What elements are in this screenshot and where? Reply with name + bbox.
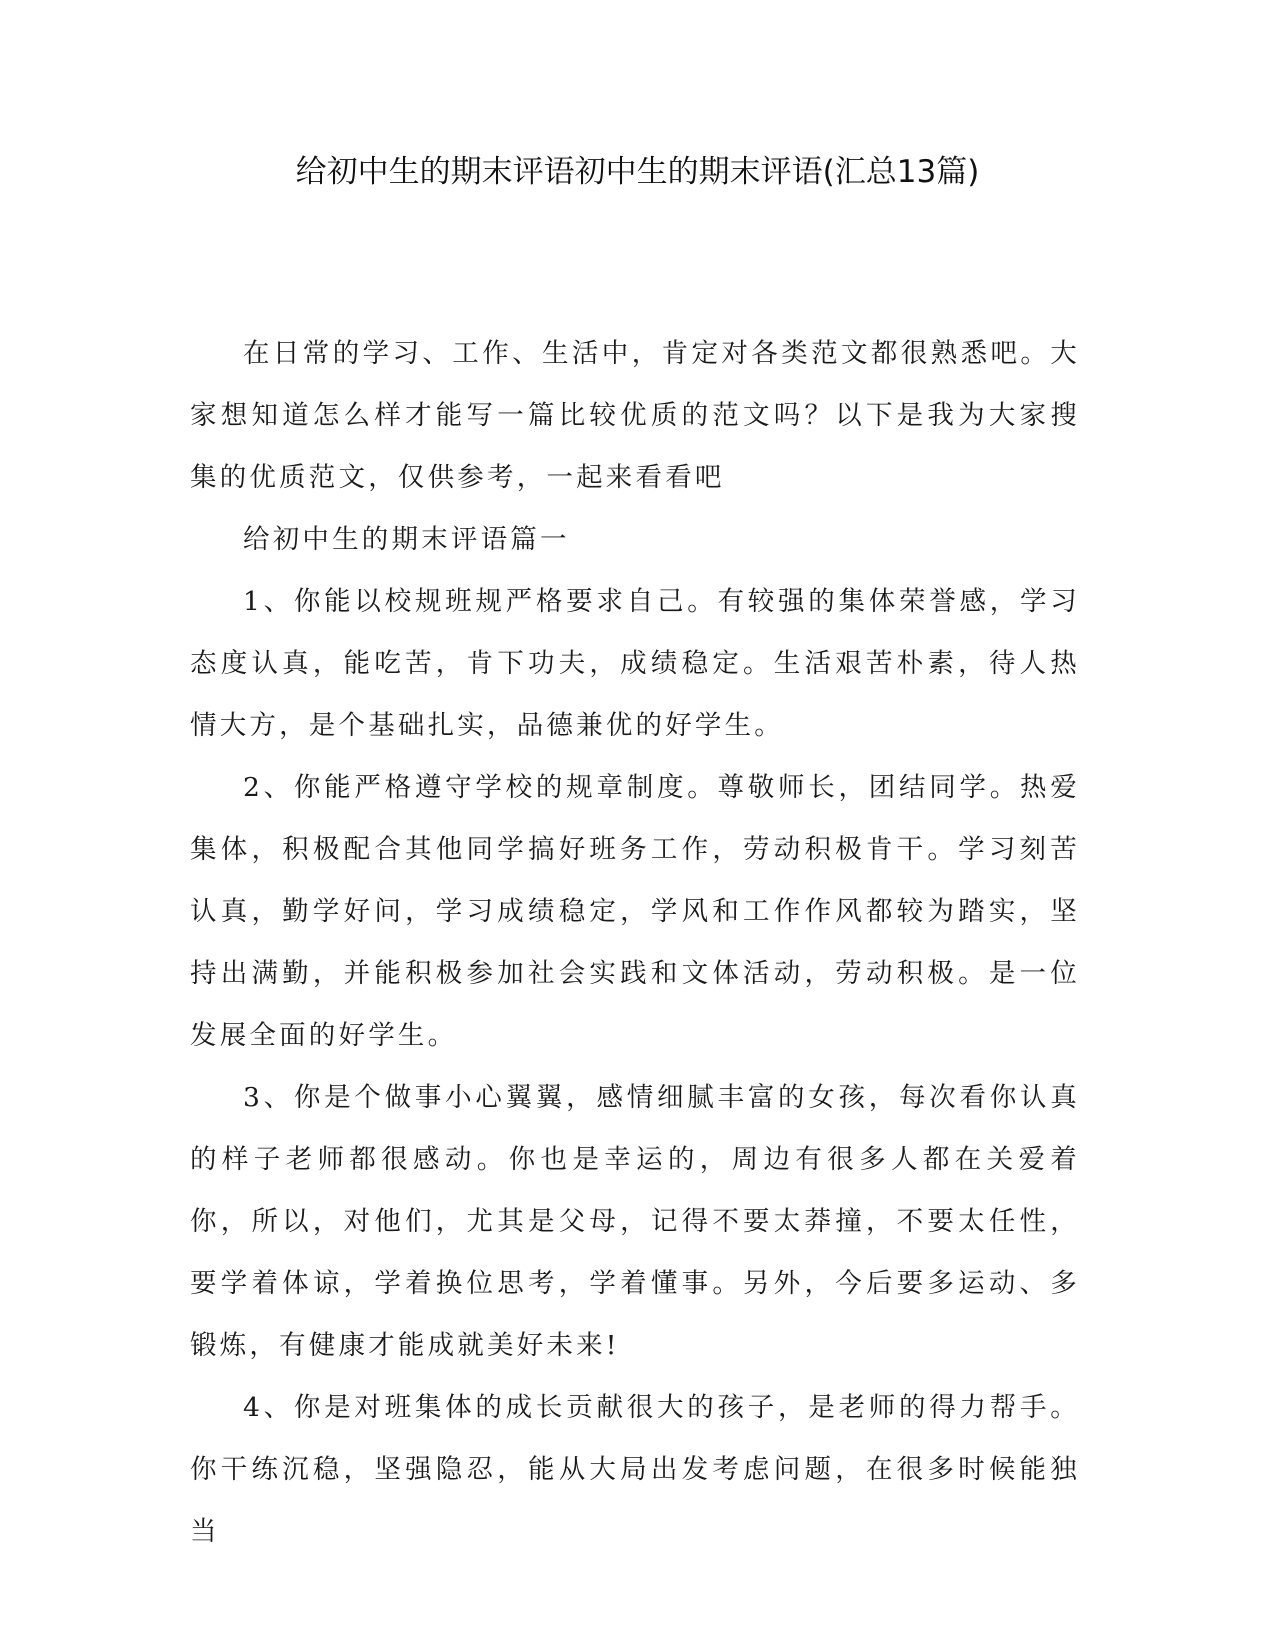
comment-paragraph-1: 1、你能以校规班规严格要求自己。有较强的集体荣誉感，学习态度认真，能吃苦，肯下功夫，成绩稳定。生活艰苦朴素，待人热情大方，是个基础扎实，品德兼优的好学生。 <box>190 586 1080 741</box>
comment-paragraph-4: 4、你是对班集体的成长贡献很大的孩子，是老师的得力帮手。你干练沉稳，坚强隐忍，能从大局出发考虑问题，在很多时候能独当 <box>190 1392 1080 1547</box>
intro-paragraph: 在日常的学习、工作、生活中，肯定对各类范文都很熟悉吧。大家想知道怎么样才能写一篇比较优质的范文吗？以下是我为大家搜集的优质范文，仅供参考，一起来看看吧 <box>190 338 1080 493</box>
comment-paragraph-2: 2、你能严格遵守学校的规章制度。尊敬师长，团结同学。热爱集体，积极配合其他同学搞好班务工作，劳动积极肯干。学习刻苦认真，勤学好问，学习成绩稳定，学风和工作作风都较为踏实，坚持出满勤，并能积极参加社会实践和文体活动，劳动积极。是一位发展全面的好学生。 <box>190 772 1080 1051</box>
document-title: 给初中生的期末评语初中生的期末评语(汇总13篇) <box>295 154 980 190</box>
section-heading: 给初中生的期末评语篇一 <box>243 524 570 555</box>
comment-paragraph-3: 3、你是个做事小心翼翼，感情细腻丰富的女孩，每次看你认真的样子老师都很感动。你也是幸运的，周边有很多人都在关爱着你，所以，对他们，尤其是父母，记得不要太莽撞，不要太任性，要学着体谅，学着换位思考，学着懂事。另外，今后要多运动、多锻炼，有健康才能成就美好未来! <box>190 1082 1080 1361</box>
document-body <box>190 323 1080 1563</box>
